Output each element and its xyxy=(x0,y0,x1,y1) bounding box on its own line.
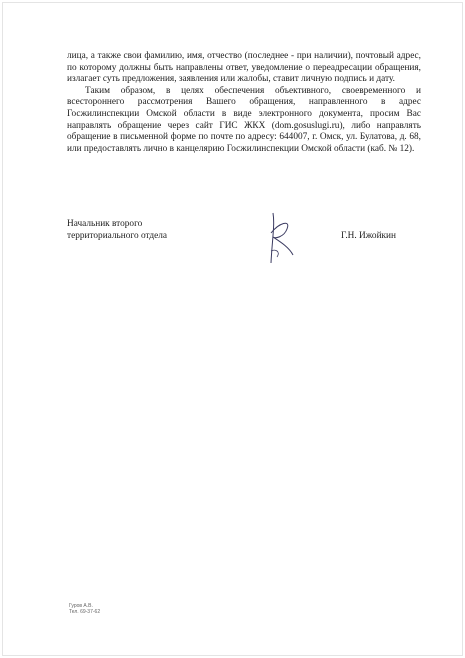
handwritten-signature xyxy=(263,211,297,267)
signatory-position xyxy=(67,219,167,242)
signatory-name: Г.Н. Ижойкин xyxy=(341,231,397,241)
document-page xyxy=(2,2,463,656)
executor-phone: Тел. 69-37-62 xyxy=(69,609,101,615)
paragraph-request: Таким образом, в целях обеспечения объективного, своевременного и всестороннего рассмотрения Вашего обращения, направленного в адрес Госжилинспекции Омской области в виде электронного документа, просим Вас направлять обращение через сайт ГИС ЖКХ (dom.gosuslugi.ru), либо направлять обращение в письменной форме по почте по адресу: 644007, г. Омск, ул. Булатова, д. 68, или предоставлять лично в канцелярию Госжилинспекции Омской области (каб. № 12). xyxy=(67,85,421,154)
signatory-position-line-2: территориального отдела xyxy=(67,230,168,241)
letter-body xyxy=(67,51,421,155)
executor-name: Гуров А.В. xyxy=(69,603,93,609)
paragraph-continuation: лица, а также свои фамилию, имя, отчество (последнее - при наличии), почтовый адрес, по которому должны быть направлены ответ, уведомление о переадресации обращения, излагает суть предложения, заявления или жалобы, ставит личную подпись и дату. xyxy=(67,51,421,85)
signatory-position-line-1: Начальник второго xyxy=(67,219,143,229)
executor-info xyxy=(69,603,100,615)
